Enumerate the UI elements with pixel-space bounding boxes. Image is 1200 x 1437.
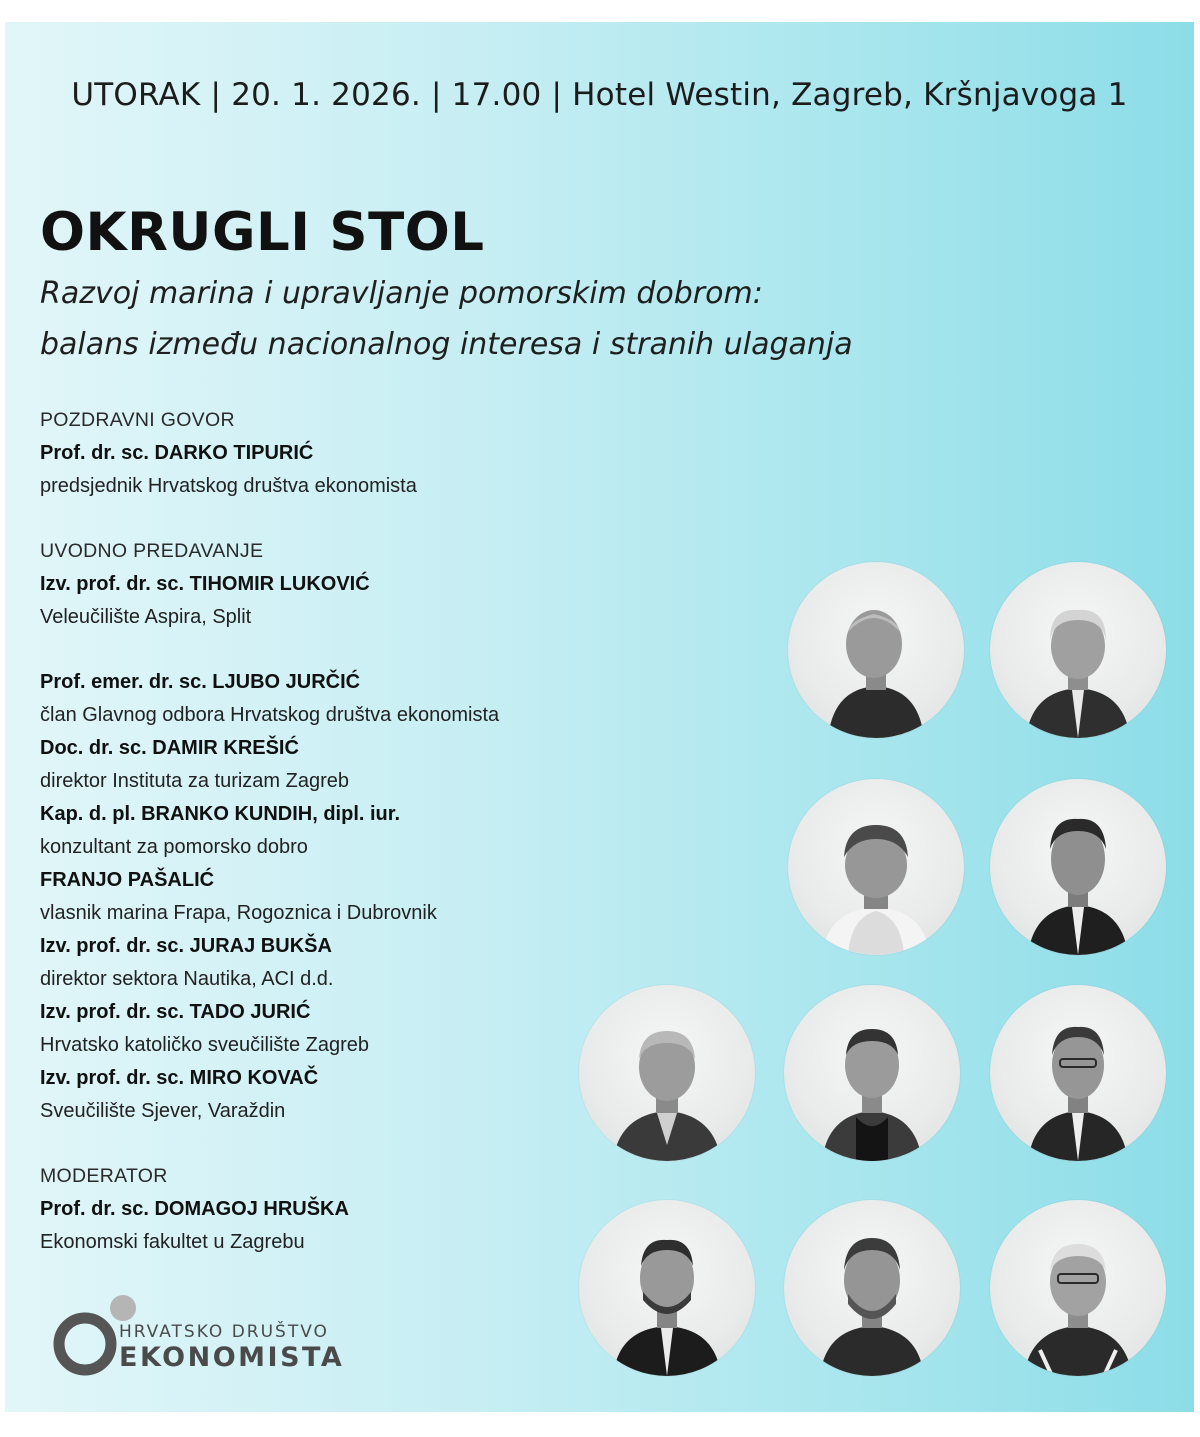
- event-poster: [5, 22, 1194, 1412]
- event-subtitle-line-2: balans između nacionalnog interesa i stranih ulaganja: [40, 327, 853, 362]
- person-silhouette-icon: [788, 562, 964, 738]
- panelist-role: Hrvatsko katoličko sveučilište Zagreb: [40, 1034, 370, 1056]
- speaker-portrait: [784, 1200, 960, 1376]
- panelist-role: član Glavnog odbora Hrvatskog društva ekonomista: [40, 704, 500, 726]
- panelist-name: Izv. prof. dr. sc. JURAJ BUKŠA: [40, 935, 332, 957]
- speaker-portrait: [990, 779, 1166, 955]
- panelist-name: Izv. prof. dr. sc. MIRO KOVAČ: [40, 1067, 319, 1089]
- speaker-portrait: [990, 985, 1166, 1161]
- panelist-role: direktor Instituta za turizam Zagreb: [40, 770, 350, 792]
- panelist-name: Doc. dr. sc. DAMIR KREŠIĆ: [40, 737, 299, 759]
- speaker-portrait: [990, 562, 1166, 738]
- person-silhouette-icon: [990, 562, 1166, 738]
- event-title: OKRUGLI STOL: [40, 202, 485, 263]
- organization-logo: [47, 1294, 367, 1384]
- person-silhouette-icon: [579, 1200, 755, 1376]
- speaker-portrait: [990, 1200, 1166, 1376]
- logo-text-line-2: EKONOMISTA: [119, 1342, 345, 1373]
- panelist-role: konzultant za pomorsko dobro: [40, 836, 308, 858]
- person-silhouette-icon: [990, 1200, 1166, 1376]
- intro-speaker-name: Izv. prof. dr. sc. TIHOMIR LUKOVIĆ: [40, 573, 370, 595]
- speaker-portrait: [788, 779, 964, 955]
- logo-text-line-1: HRVATSKO DRUŠTVO: [119, 1322, 329, 1342]
- welcome-section-label: POZDRAVNI GOVOR: [40, 409, 235, 431]
- speaker-portrait: [579, 1200, 755, 1376]
- panelist-role: Sveučilište Sjever, Varaždin: [40, 1100, 286, 1122]
- person-silhouette-icon: [990, 779, 1166, 955]
- person-silhouette-icon: [990, 985, 1166, 1161]
- speaker-portrait: [784, 985, 960, 1161]
- panelist-role: direktor sektora Nautika, ACI d.d.: [40, 968, 334, 990]
- speaker-portrait: [579, 985, 755, 1161]
- person-silhouette-icon: [788, 779, 964, 955]
- event-date-location: UTORAK | 20. 1. 2026. | 17.00 | Hotel Westin, Zagreb, Kršnjavoga 1: [71, 77, 1128, 113]
- person-silhouette-icon: [784, 985, 960, 1161]
- intro-section-label: UVODNO PREDAVANJE: [40, 540, 264, 562]
- panelist-role: vlasnik marina Frapa, Rogoznica i Dubrovnik: [40, 902, 437, 924]
- speaker-portrait: [788, 562, 964, 738]
- panelist-name: Prof. emer. dr. sc. LJUBO JURČIĆ: [40, 671, 361, 693]
- moderator-section-label: MODERATOR: [40, 1165, 168, 1187]
- welcome-speaker-role: predsjednik Hrvatskog društva ekonomista: [40, 475, 417, 497]
- person-silhouette-icon: [784, 1200, 960, 1376]
- panelist-name: Kap. d. pl. BRANKO KUNDIH, dipl. iur.: [40, 803, 400, 825]
- event-subtitle-line-1: Razvoj marina i upravljanje pomorskim dobrom:: [40, 276, 763, 311]
- person-silhouette-icon: [579, 985, 755, 1161]
- welcome-speaker-name: Prof. dr. sc. DARKO TIPURIĆ: [40, 442, 314, 464]
- panelist-name: Izv. prof. dr. sc. TADO JURIĆ: [40, 1001, 311, 1023]
- moderator-name: Prof. dr. sc. DOMAGOJ HRUŠKA: [40, 1198, 349, 1220]
- panelist-name: FRANJO PAŠALIĆ: [40, 869, 215, 891]
- intro-speaker-role: Veleučilište Aspira, Split: [40, 606, 252, 628]
- moderator-role: Ekonomski fakultet u Zagrebu: [40, 1231, 305, 1253]
